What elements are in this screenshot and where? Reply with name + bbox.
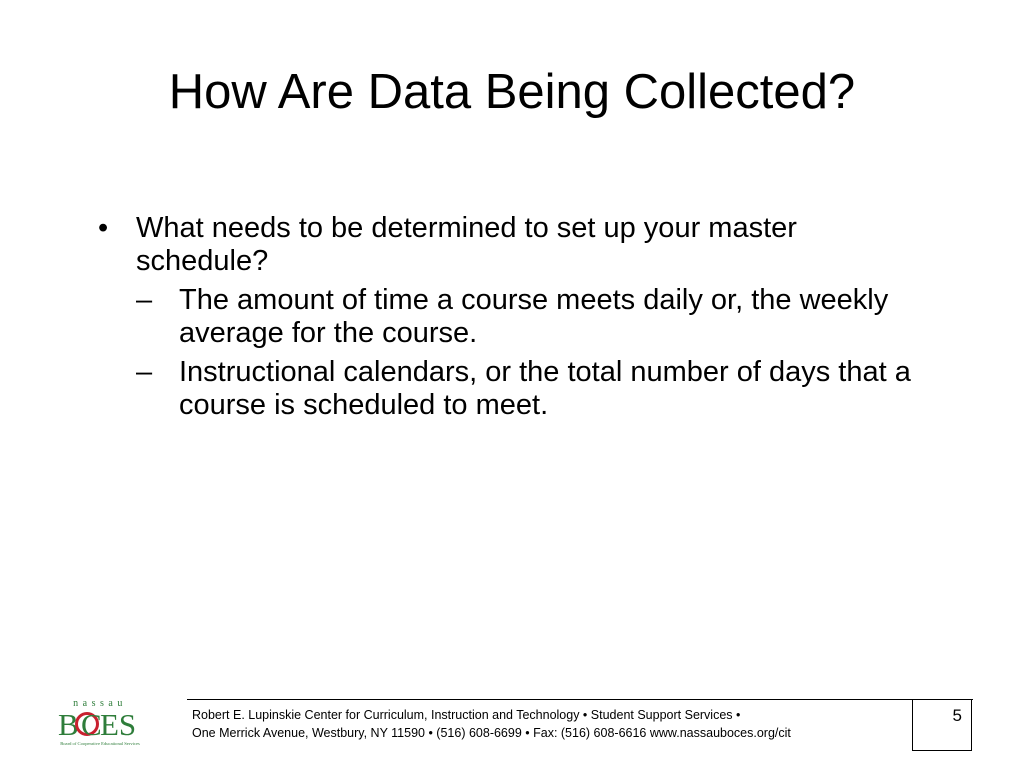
sub-list-item xyxy=(136,356,936,422)
svg-text:B: B xyxy=(58,707,79,742)
sub-list-item xyxy=(136,284,936,350)
footer xyxy=(192,706,791,742)
svg-text:nassau: nassau xyxy=(73,698,127,709)
page-number-box xyxy=(912,699,972,751)
sub-bullet-text: Instructional calendars, or the total number of days that a course is scheduled to meet. xyxy=(179,356,911,421)
dash-icon: – xyxy=(136,356,153,388)
boces-logo-icon xyxy=(56,697,144,749)
svg-text:ES: ES xyxy=(100,707,137,742)
page-number: 5 xyxy=(952,706,962,725)
sub-bullet-list xyxy=(136,284,936,422)
slide-title: How Are Data Being Collected? xyxy=(168,65,856,119)
bullet-icon: • xyxy=(98,212,109,244)
footer-line-2: One Merrick Avenue, Westbury, NY 11590 • (516) 608-6699 • Fax: (516) 608-6616 www.nassauboces.org/cit xyxy=(192,726,791,740)
sub-bullet-text: The amount of time a course meets daily or, the weekly average for the course. xyxy=(179,284,889,349)
list-item xyxy=(96,212,936,422)
svg-text:Board of Cooperative Education: Board of Cooperative Educational Services xyxy=(60,741,140,746)
footer-divider xyxy=(187,699,973,700)
bullet-list xyxy=(96,212,936,422)
footer-line-1: Robert E. Lupinskie Center for Curriculum, Instruction and Technology • Student Support Services • xyxy=(192,708,741,722)
bullet-text: What needs to be determined to set up your master schedule? xyxy=(136,212,797,277)
svg-text:C: C xyxy=(81,707,102,742)
boces-logo xyxy=(56,697,144,749)
dash-icon: – xyxy=(136,284,153,316)
